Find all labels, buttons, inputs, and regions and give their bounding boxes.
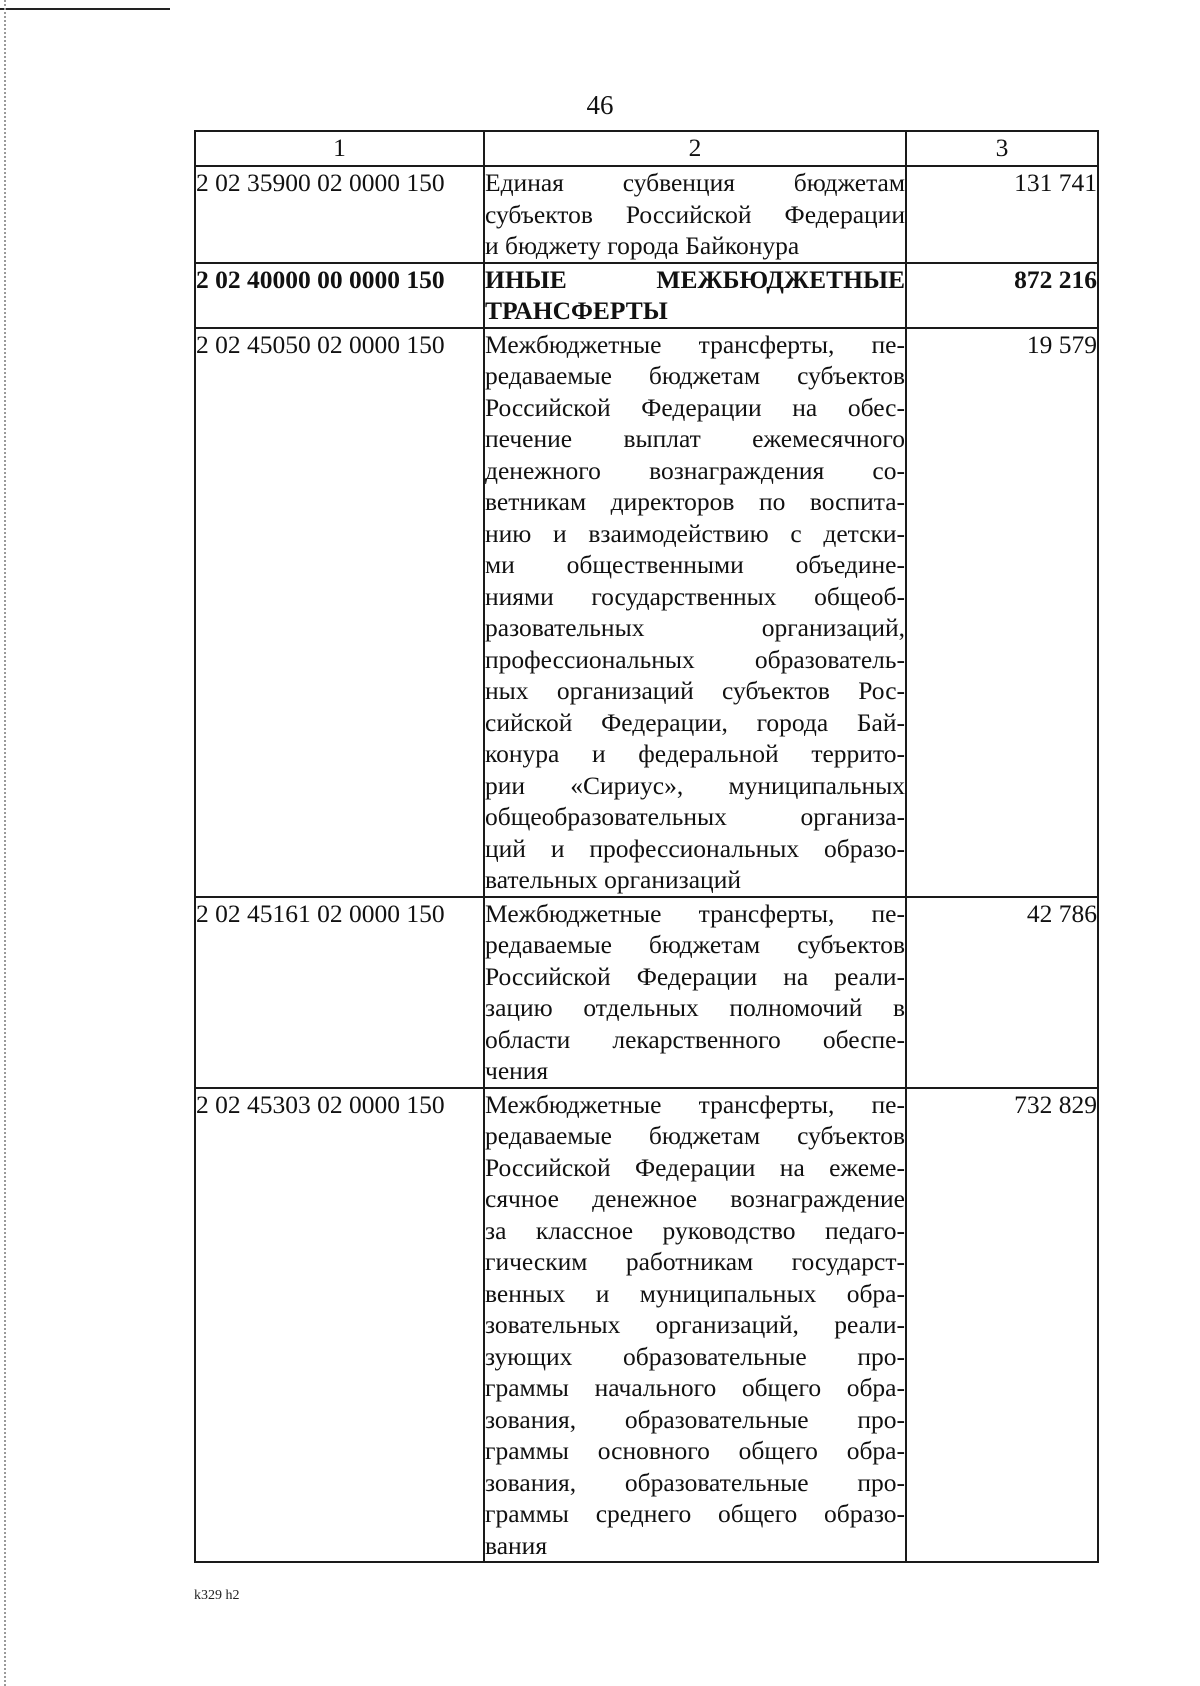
description-line: печение выплат ежемесячного: [485, 424, 905, 453]
description-line: редаваемые бюджетам субъектов: [485, 361, 905, 390]
table-row: [195, 328, 1098, 897]
description-line: ций и профессиональных образо-: [485, 833, 905, 863]
description-line: зующих образовательные про-: [485, 1341, 905, 1371]
description-line: зования, образовательные про-: [485, 1467, 905, 1497]
amount-value: 732 829: [906, 1088, 1098, 1563]
description-line: профессиональных образователь-: [485, 644, 905, 674]
description-line: сячное денежное вознаграждение: [485, 1184, 905, 1213]
description-line: и бюджету города Байконура: [485, 231, 800, 260]
document-footer-code: k329 h2: [194, 1588, 240, 1603]
description-line: Межбюджетные трансферты, пе-: [485, 329, 905, 359]
page-number: 46: [586, 90, 614, 120]
description-line: ных организаций субъектов Рос-: [485, 676, 905, 705]
budget-table: [194, 130, 1099, 1563]
description-line: граммы начального общего обра-: [485, 1373, 905, 1402]
description-line: зования, образовательные про-: [485, 1404, 905, 1434]
revenue-description: [484, 328, 906, 897]
classification-code: 2 02 45303 02 0000 150: [195, 1088, 484, 1563]
description-line: ниями государственных общеоб-: [485, 581, 905, 611]
description-line: области лекарственного обеспе-: [485, 1024, 905, 1054]
description-line: Российской Федерации на реали-: [485, 961, 905, 991]
description-line: конура и федеральной террито-: [485, 739, 905, 768]
description-line: рии «Сириус», муниципальных: [485, 770, 905, 800]
header-cell-3: [906, 131, 1098, 166]
description-line: венных и муниципальных обра-: [485, 1278, 905, 1308]
revenue-description: [484, 1088, 906, 1563]
amount-value: 42 786: [906, 897, 1098, 1088]
description-line: граммы основного общего обра-: [485, 1436, 905, 1465]
description-line: ветникам директоров по воспита-: [485, 487, 905, 516]
description-line: Единая субвенция бюджетам: [485, 168, 905, 197]
description-line: ми общественными объедине-: [485, 550, 905, 579]
header-label-3: 3: [995, 133, 1009, 162]
description-line: сийской Федерации, города Бай-: [485, 707, 905, 737]
revenue-description: [484, 166, 906, 263]
amount-value: 19 579: [906, 328, 1098, 897]
description-line: редаваемые бюджетам субъектов: [485, 930, 905, 959]
table-row: [195, 166, 1098, 263]
description-line: зацию отдельных полномочий в: [485, 993, 905, 1022]
description-line: разовательных организаций,: [485, 613, 905, 642]
description-line: редаваемые бюджетам субъектов: [485, 1121, 905, 1150]
description-line: вательных организаций: [485, 865, 741, 894]
table-row: [195, 897, 1098, 1088]
description-line: Российской Федерации на ежеме-: [485, 1152, 905, 1182]
description-line: зовательных организаций, реали-: [485, 1310, 905, 1339]
header-label-1: 1: [333, 133, 346, 162]
table-header-row: [195, 131, 1098, 166]
table-row: [195, 263, 1098, 328]
revenue-description: [484, 263, 906, 328]
amount-value: 131 741: [906, 166, 1098, 263]
header-label-2: 2: [688, 133, 702, 162]
classification-code: 2 02 45050 02 0000 150: [195, 328, 484, 897]
description-line: чения: [485, 1056, 549, 1085]
description-line: денежного вознаграждения со-: [485, 455, 905, 485]
description-line: вания: [485, 1530, 548, 1560]
header-cell-2: [484, 131, 906, 166]
scan-artifact-edge: [4, 0, 6, 1686]
description-line: гическим работникам государст-: [485, 1247, 905, 1276]
description-line: ТРАНСФЕРТЫ: [485, 296, 668, 325]
description-line: Российской Федерации на обес-: [485, 392, 905, 422]
description-line: общеобразовательных организа-: [485, 802, 905, 831]
description-line: ИНЫЕ МЕЖБЮДЖЕТНЫЕ: [485, 264, 905, 294]
header-cell-1: [195, 131, 484, 166]
description-line: Межбюджетные трансферты, пе-: [485, 898, 905, 928]
description-line: нию и взаимодействию с детски-: [485, 518, 905, 548]
revenue-description: [484, 897, 906, 1088]
description-line: Межбюджетные трансферты, пе-: [485, 1089, 905, 1119]
table-row: [195, 1088, 1098, 1563]
scan-artifact-line: [0, 8, 170, 10]
classification-code: 2 02 35900 02 0000 150: [195, 166, 484, 263]
description-line: за классное руководство педаго-: [485, 1215, 905, 1245]
description-line: субъектов Российской Федерации: [485, 199, 905, 229]
classification-code: 2 02 45161 02 0000 150: [195, 897, 484, 1088]
classification-code: 2 02 40000 00 0000 150: [195, 263, 484, 328]
amount-value: 872 216: [906, 263, 1098, 328]
description-line: граммы среднего общего образо-: [485, 1499, 905, 1528]
